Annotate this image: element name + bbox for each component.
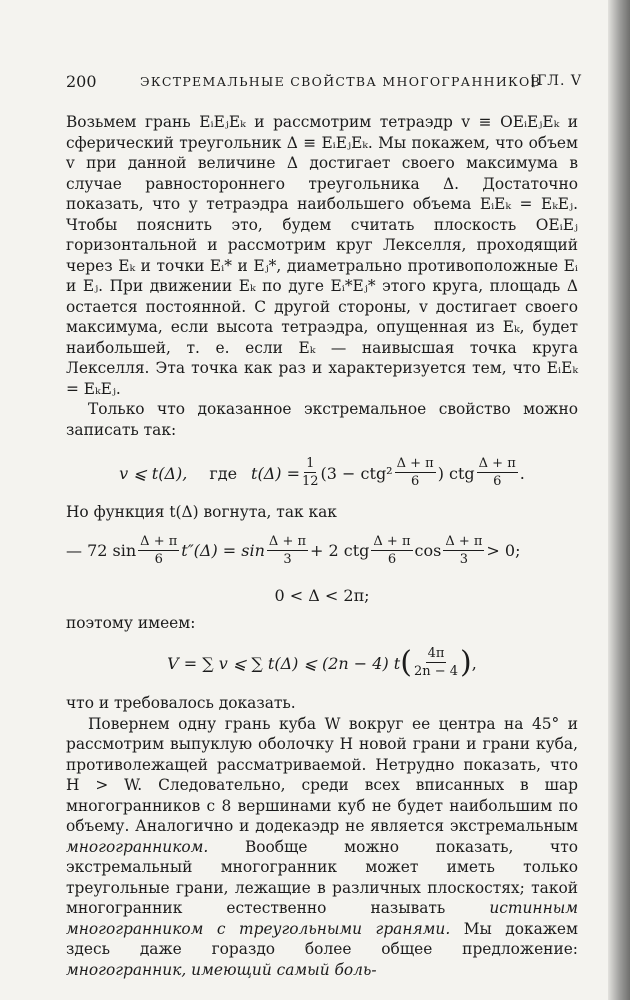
paragraph-concave: Но функция t(Δ) вогнута, так как <box>66 503 337 521</box>
paragraph-cube-rotation: Повернем одну грань куба W вокруг ее центра на 45° и рассмотрим выпуклую оболочку H новой грани и грани куба, противолежащей рассматриваемой. Нетрудно показать, что H > W. Следовательно, среди всех вписанных в шар многогранников с 8 вершинами куб не будет наибольшим по объему. Аналогично и додекаэдр не является экстремальным многогранником. Вообще можно показать, что экстремальный многогранник может иметь только треугольные грани, лежащие в различных плоскостях; такой многогранник естественно называть истинным многогранником с треугольными гранями. Мы докажем здесь даже гораздо более общее предложение: многогранник, имеющий самый боль- <box>66 714 578 979</box>
fraction-angle: $\frac{\Delta + \pi}{6}$ <box>373 533 411 567</box>
paragraph-tetrahedron: Возьмем грань EᵢEⱼEₖ и рассмотрим тетраэдр v ≡ OEᵢEⱼEₖ и сферический треугольник Δ ≡ EᵢEⱼEₖ. Мы покажем, что объем v при данной величине Δ достигает своего максимума в случае равностороннего треугольника Δ. Достаточно показать, что у тетраэдра наибольшего объема EᵢEₖ = EₖEⱼ. Чтобы пояснить это, будем считать плоскость OEᵢEⱼ горизонтальной и рассмотрим круг Лекселля, проходящий через Eₖ и точки Eᵢ* и Eⱼ*, диаметрально противоположные Eᵢ и Eⱼ. При движении Eₖ по дуге Eᵢ*Eⱼ* этого круга, площадь Δ остается постоянной. С другой стороны, v достигает своего максимума, если высота тетраэдра, опущенная из Eₖ, будет наибольшей, т. е. если Eₖ — наивысшая точка круга Лекселля. Эта точка как раз и характеризуется тем, что EᵢEₖ = EₖEⱼ. <box>66 113 578 398</box>
fraction-angle: $\frac{\Delta + \pi}{6}$ <box>140 533 178 567</box>
formula-volume-bound: V = ∑ v ⩽ ∑ t(Δ) ⩽ (2n − 4) t ( $\frac{4\pi}{2n - 4}$ ) , <box>167 645 477 680</box>
fraction-angle: $\frac{\Delta + \pi}{3}$ <box>445 533 483 567</box>
formula-delta-range: 0 < Δ < 2π; <box>274 586 370 605</box>
running-header <box>66 72 582 94</box>
chapter-marker: [ГЛ. V <box>530 73 582 89</box>
running-title: ЭКСТРЕМАЛЬНЫЕ СВОЙСТВА МНОГОГРАННИКОВ <box>140 74 542 89</box>
formula-t-delta: v ⩽ t(Δ), где t(Δ) = $\frac{1}{12}$ (3 − ctg² $\frac{\Delta + \pi}{6}$ ) ctg $\frac{\Delta + \pi}{6}$ . <box>119 456 525 489</box>
formula-second-derivative: — 72 sin $\frac{\Delta + \pi}{6}$ t″(Δ) = sin $\frac{\Delta + \pi}{3}$ + 2 ctg $\frac{\Delta + \pi}{6}$ cos $\frac{\Delta + \pi}{3}$ > 0; <box>66 533 521 567</box>
book-page <box>66 72 582 980</box>
fraction-coef: $\frac{1}{12}$ <box>302 456 319 489</box>
paragraph-therefore: поэтому имеем: <box>66 613 196 632</box>
page-number: 200 <box>66 72 97 91</box>
italic-term: многогранник, имеющий самый боль- <box>66 960 377 979</box>
italic-term: многогранником. <box>66 837 209 856</box>
fraction-angle: $\frac{\Delta + \pi}{6}$ <box>396 456 434 489</box>
page-edge-shadow <box>608 0 630 1000</box>
page-body <box>66 112 578 980</box>
paragraph-extremal-property: Только что доказанное экстремальное свойство можно записать так: <box>66 400 578 439</box>
paragraph-qed: что и требовалось доказать. <box>66 694 296 712</box>
fraction-angle: $\frac{\Delta + \pi}{6}$ <box>478 456 516 489</box>
fraction-angle: $\frac{\Delta + \pi}{3}$ <box>268 533 307 567</box>
italic-term: истинным многогранником с треугольными гранями. <box>66 899 578 938</box>
fraction-bound: $\frac{4\pi}{2n - 4}$ <box>413 646 459 679</box>
